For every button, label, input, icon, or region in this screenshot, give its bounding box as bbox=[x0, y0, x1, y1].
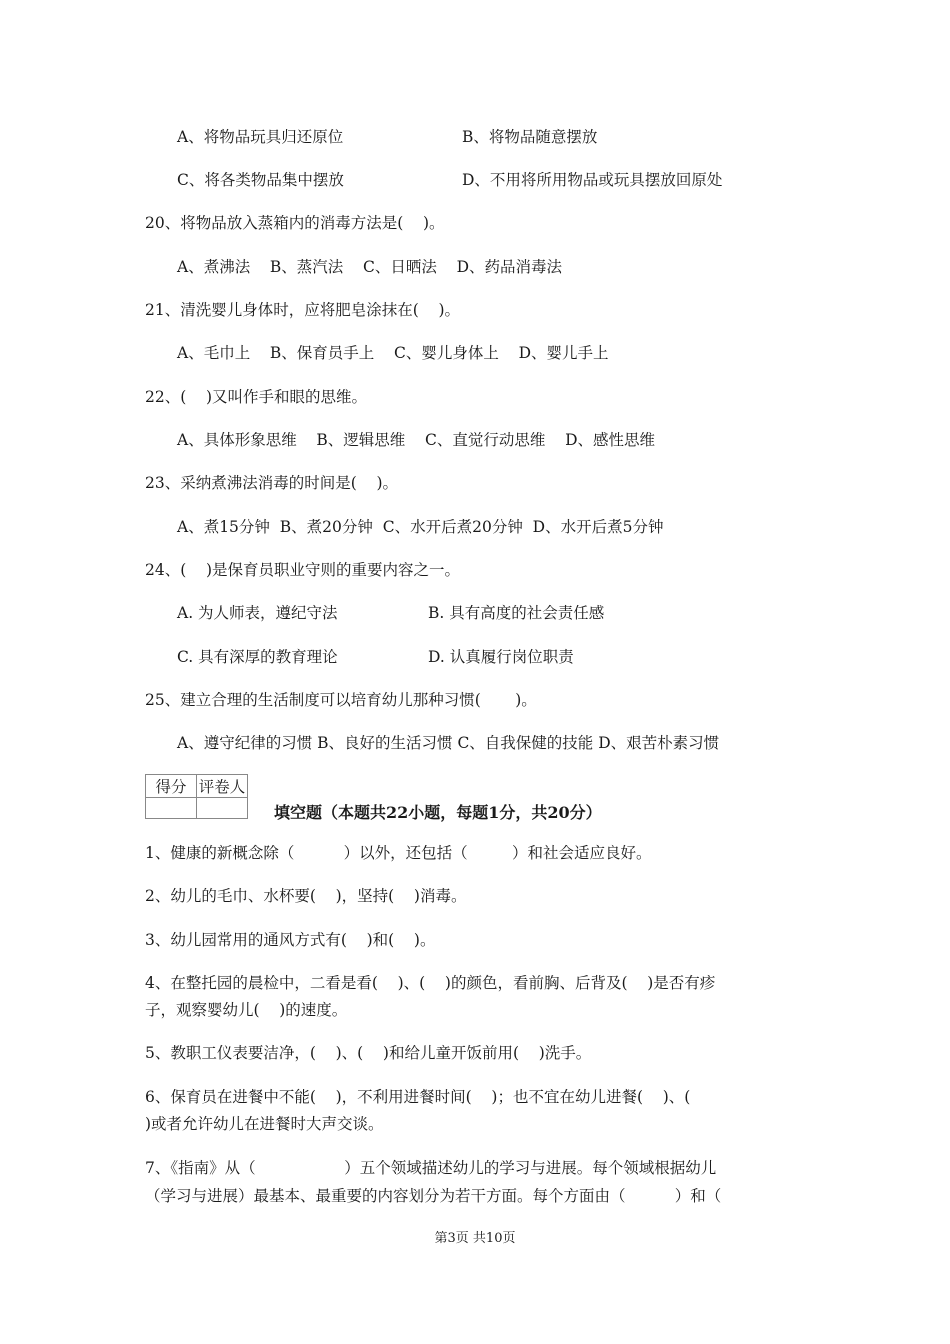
q25-stem: 25、建立合理的生活制度可以培育幼儿那种习惯( )。 bbox=[145, 691, 537, 709]
fill-question-1: 1、健康的新概念除（ ）以外，还包括（ ）和社会适应良好。 bbox=[145, 844, 652, 862]
score-header: 得分 bbox=[146, 775, 197, 798]
q23-stem: 23、采纳煮沸法消毒的时间是( )。 bbox=[145, 474, 399, 492]
q21-options: A、毛巾上 B、保育员手上 C、婴儿身体上 D、婴儿手上 bbox=[177, 344, 609, 362]
fill-question-7-line1: 7、《指南》从（ ）五个领域描述幼儿的学习与进展。每个领域根据幼儿 bbox=[145, 1159, 717, 1177]
q22-options: A、具体形象思维 B、逻辑思维 C、直觉行动思维 D、感性思维 bbox=[177, 431, 655, 449]
q19-option-d: D、不用将所用物品或玩具摆放回原处 bbox=[462, 171, 723, 189]
q24-stem: 24、( )是保育员职业守则的重要内容之一。 bbox=[145, 561, 461, 579]
q20-stem: 20、将物品放入蒸箱内的消毒方法是( )。 bbox=[145, 214, 445, 232]
reviewer-cell bbox=[197, 798, 248, 819]
fill-question-6-line2: )或者允许幼儿在进餐时大声交谈。 bbox=[145, 1115, 384, 1133]
score-cell bbox=[146, 798, 197, 819]
fill-question-5: 5、教职工仪表要洁净，( )、( )和给儿童开饭前用( )洗手。 bbox=[145, 1044, 592, 1062]
fill-question-4-line2: 子，观察婴幼儿( )的速度。 bbox=[145, 1001, 348, 1019]
q24-option-a: A. 为人师表，遵纪守法 bbox=[177, 604, 338, 622]
q19-option-a: A、将物品玩具归还原位 bbox=[177, 128, 344, 146]
fill-question-2: 2、幼儿的毛巾、水杯要( )，坚持( )消毒。 bbox=[145, 887, 467, 905]
fill-question-4-line1: 4、在整托园的晨检中，二看是看( )、( )的颜色，看前胸、后背及( )是否有疹 bbox=[145, 974, 716, 992]
q21-stem: 21、清洗婴儿身体时，应将肥皂涂抹在( )。 bbox=[145, 301, 461, 319]
score-table bbox=[145, 774, 248, 819]
q25-options: A、遵守纪律的习惯 B、良好的生活习惯 C、自我保健的技能 D、艰苦朴素习惯 bbox=[177, 734, 720, 752]
fill-question-6-line1: 6、保育员在进餐中不能( )，不利用进餐时间( )；也不宜在幼儿进餐( )、( bbox=[145, 1088, 691, 1106]
fill-question-7-line2: （学习与进展）最基本、最重要的内容划分为若干方面。每个方面由（ ）和（ bbox=[145, 1187, 722, 1205]
q20-options: A、煮沸法 B、蒸汽法 C、日晒法 D、药品消毒法 bbox=[177, 258, 562, 276]
page-footer: 第3页 共10页 bbox=[434, 1231, 516, 1246]
q22-stem: 22、( )又叫作手和眼的思维。 bbox=[145, 388, 368, 406]
fill-question-3: 3、幼儿园常用的通风方式有( )和( )。 bbox=[145, 931, 436, 949]
section-title: 填空题（本题共22小题，每题1分，共20分） bbox=[274, 803, 602, 822]
q24-option-d: D. 认真履行岗位职责 bbox=[428, 648, 574, 666]
q24-option-c: C. 具有深厚的教育理论 bbox=[177, 648, 338, 666]
q23-options: A、煮15分钟 B、煮20分钟 C、水开后煮20分钟 D、水开后煮5分钟 bbox=[177, 518, 664, 536]
q19-option-b: B、将物品随意摆放 bbox=[462, 128, 598, 146]
q19-option-c: C、将各类物品集中摆放 bbox=[177, 171, 344, 189]
reviewer-header: 评卷人 bbox=[197, 775, 248, 798]
q24-option-b: B. 具有高度的社会责任感 bbox=[428, 604, 605, 622]
